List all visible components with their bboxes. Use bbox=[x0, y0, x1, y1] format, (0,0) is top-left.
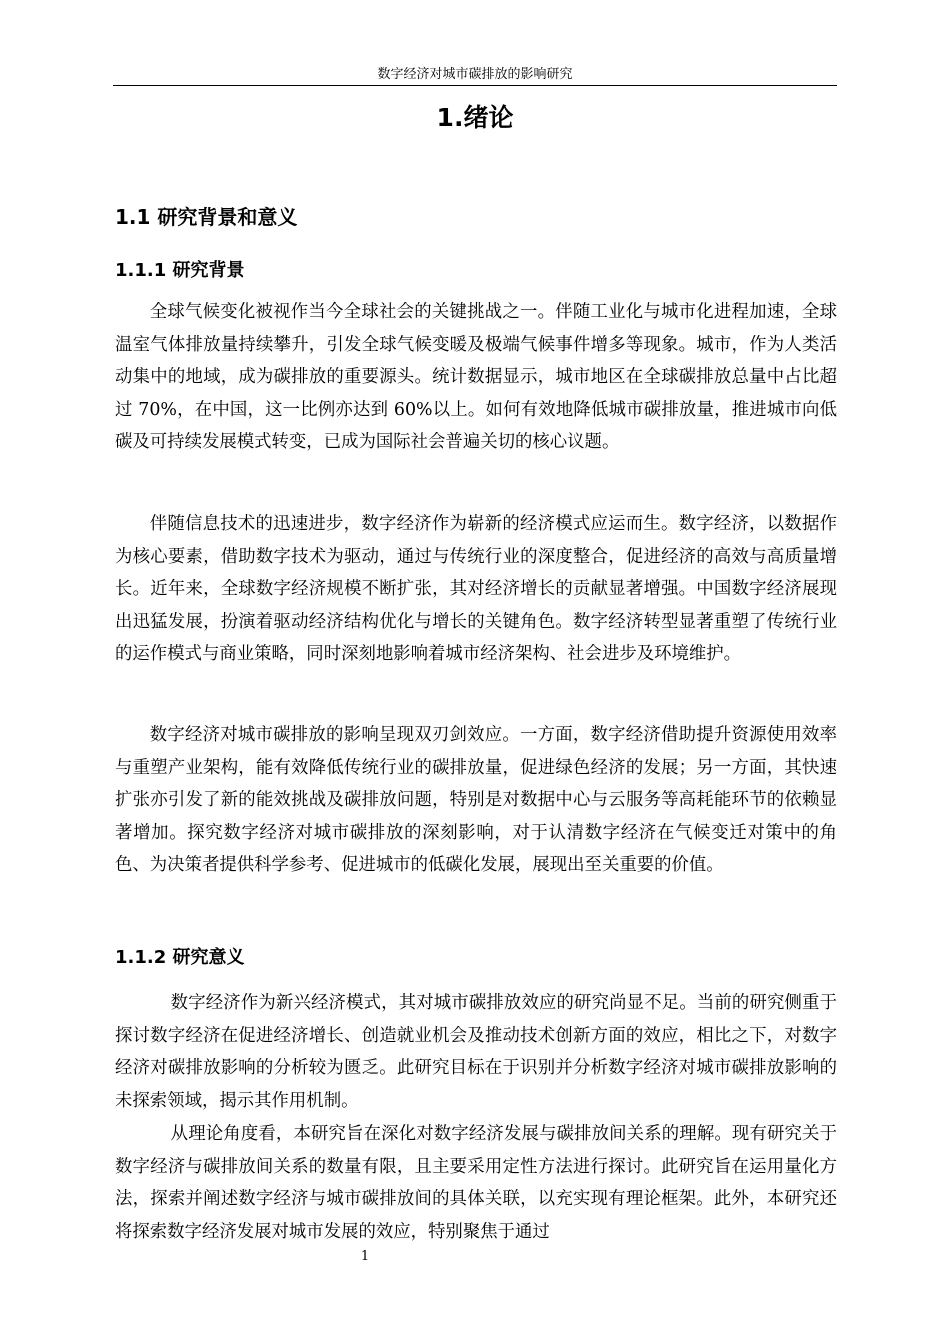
header-rule bbox=[113, 85, 837, 86]
page-number: 1 bbox=[360, 1249, 370, 1264]
section-heading-1-1-1: 1.1.1 研究背景 bbox=[115, 260, 245, 281]
paragraph: 数字经济作为新兴经济模式，其对城市碳排放效应的研究尚显不足。当前的研究侧重于探讨数字经济在促进经济增长、创造就业机会及推动技术创新方面的效应，相比之下，对数字经济对碳排放影响的分析较为匮乏。此研究目标在于识别并分析数字经济对城市碳排放影响的未探索领域，揭示其作用机制。 bbox=[115, 993, 837, 1111]
chapter-title: 1.绪论 bbox=[436, 103, 514, 132]
paragraph: 伴随信息技术的迅速进步，数字经济作为崭新的经济模式应运而生。数字经济，以数据作为核心要素，借助数字技术为驱动，通过与传统行业的深度整合，促进经济的高效与高质量增长。近年来，全球数字经济规模不断扩张，其对经济增长的贡献显著增强。中国数字经济展现出迅猛发展，扮演着驱动经济结构优化与增长的关键角色。数字经济转型显著重塑了传统行业的运作模式与商业策略，同时深刻地影响着城市经济架构、社会进步及环境维护。 bbox=[115, 514, 837, 664]
paragraph: 数字经济对城市碳排放的影响呈现双刃剑效应。一方面，数字经济借助提升资源使用效率与重塑产业架构，能有效降低传统行业的碳排放量，促进绿色经济的发展；另一方面，其快速扩张亦引发了新的能效挑战及碳排放问题，特别是对数据中心与云服务等高耗能环节的依赖显著增加。探究数字经济对城市碳排放的深刻影响，对于认清数字经济在气候变迁对策中的角色、为决策者提供科学参考、促进城市的低碳化发展，展现出至关重要的价值。 bbox=[115, 725, 837, 875]
running-header: 数字经济对城市碳排放的影响研究 bbox=[377, 67, 573, 82]
paragraph: 全球气候变化被视作当今全球社会的关键挑战之一。伴随工业化与城市化进程加速，全球温室气体排放量持续攀升，引发全球气候变暖及极端气候事件增多等现象。城市，作为人类活动集中的地域，成为碳排放的重要源头。统计数据显示，城市地区在全球碳排放总量中占比超过 70%，在中国，这一比例亦达到 60%以上。如何有效地降低城市碳排放量，推进城市向低碳及可持续发展模式转变，已成为国际社会普遍关切的核心议题。 bbox=[115, 302, 837, 452]
paragraph: 从理论角度看，本研究旨在深化对数字经济发展与碳排放间关系的理解。现有研究关于数字经济与碳排放间关系的数量有限，且主要采用定性方法进行探讨。此研究旨在运用量化方法，探索并阐述数字经济与城市碳排放间的具体关联，以充实现有理论框架。此外，本研究还将探索数字经济发展对城市发展的效应，特别聚焦于通过 bbox=[115, 1124, 837, 1242]
section-heading-1-1-2: 1.1.2 研究意义 bbox=[115, 947, 245, 968]
section-heading-1-1: 1.1 研究背景和意义 bbox=[115, 205, 298, 229]
